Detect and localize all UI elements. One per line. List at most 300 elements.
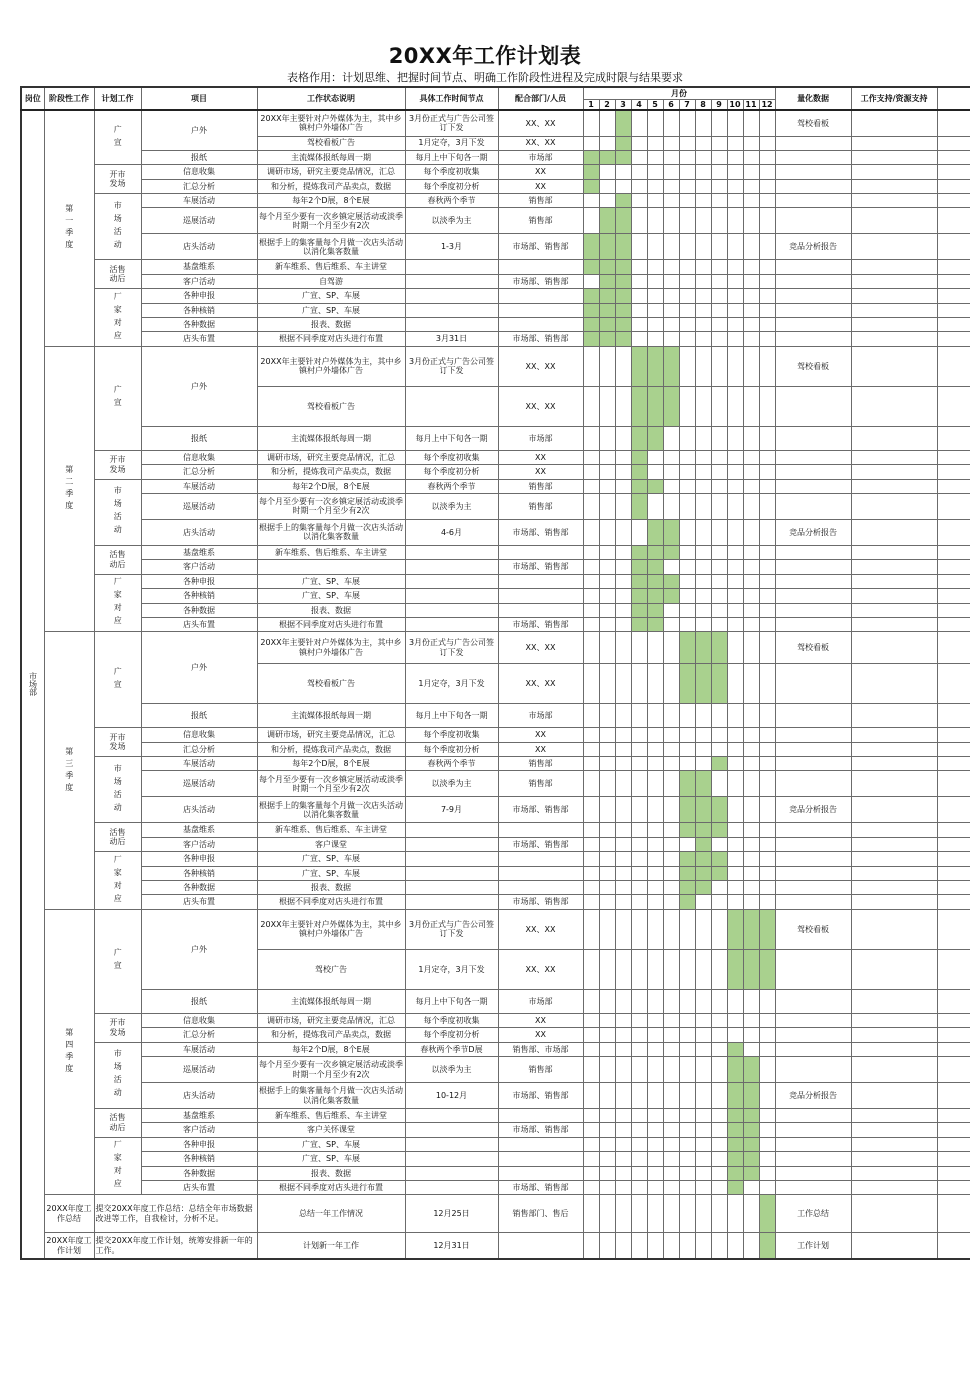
month-cell-9 (711, 465, 727, 479)
department-people-cell: 销售部 (498, 1057, 583, 1083)
month-cell-5 (647, 545, 663, 559)
month-cell-1 (583, 1233, 599, 1259)
month-cell-10 (727, 704, 743, 728)
quant-data-cell (775, 949, 851, 989)
blank-cell (937, 1152, 970, 1166)
month-cell-11 (743, 1137, 759, 1151)
department-people-cell (498, 823, 583, 837)
month-cell-10 (727, 728, 743, 742)
month-cell-10 (727, 519, 743, 545)
month-cell-7 (679, 303, 695, 317)
time-node-cell: 以淡季为主 (405, 1057, 498, 1083)
page-subtitle: 表格作用：计划思维、把握时间节点、明确工作阶段性进程及完成时限与结果要求 (287, 71, 683, 84)
time-node-cell: 春秋两个季节 (405, 194, 498, 208)
item-cell: 客户活动 (141, 1123, 257, 1137)
month-cell-2 (599, 110, 615, 136)
quant-data-cell (775, 1109, 851, 1123)
month-cell-12 (759, 1057, 775, 1083)
month-cell-8 (695, 1137, 711, 1151)
month-cell-3 (615, 1123, 631, 1137)
month-cell-4 (631, 318, 647, 332)
month-cell-10 (727, 545, 743, 559)
support-cell (851, 632, 937, 664)
month-cell-12 (759, 386, 775, 426)
description-cell: 主流媒体报纸每周一期 (257, 704, 405, 728)
month-cell-4 (631, 234, 647, 260)
month-cell-9 (711, 852, 727, 866)
month-cell-12 (759, 866, 775, 880)
description-cell: 驾校看板广告 (257, 664, 405, 704)
quarter-stage-cell: 第二季度 (44, 346, 94, 632)
month-cell-6 (663, 179, 679, 193)
summary-plan-cell: 提交20XX年度工作总结：总结全年市场数据改进等工作，自我检讨，分析不足。 (94, 1195, 257, 1233)
time-node-cell: 以淡季为主 (405, 771, 498, 797)
month-cell-9 (711, 274, 727, 288)
quant-data-cell (775, 303, 851, 317)
header-months: 月份 (583, 87, 775, 99)
blank-cell (937, 274, 970, 288)
blank-cell (937, 1137, 970, 1151)
time-node-cell: 每个季度初收集 (405, 450, 498, 464)
month-cell-5 (647, 949, 663, 989)
item-cell: 基盘维系 (141, 1109, 257, 1123)
month-cell-9 (711, 1057, 727, 1083)
department-people-cell: XX、XX (498, 136, 583, 150)
month-cell-11 (743, 704, 759, 728)
month-cell-5 (647, 1042, 663, 1056)
month-cell-6 (663, 545, 679, 559)
month-cell-1 (583, 465, 599, 479)
month-header-2: 2 (599, 99, 615, 110)
department-people-cell: XX、XX (498, 386, 583, 426)
month-cell-8 (695, 1233, 711, 1259)
month-cell-6 (663, 1057, 679, 1083)
item-cell: 客户活动 (141, 560, 257, 574)
month-cell-2 (599, 1057, 615, 1083)
month-cell-5 (647, 852, 663, 866)
month-cell-12 (759, 603, 775, 617)
month-cell-4 (631, 823, 647, 837)
month-cell-4 (631, 479, 647, 493)
month-cell-9 (711, 895, 727, 909)
support-cell (851, 479, 937, 493)
description-cell: 和分析，提炼我司产品卖点，数据 (257, 179, 405, 193)
month-cell-11 (743, 179, 759, 193)
month-cell-4 (631, 797, 647, 823)
month-cell-10 (727, 165, 743, 179)
support-cell (851, 771, 937, 797)
support-cell (851, 560, 937, 574)
department-people-cell: 市场部、销售部 (498, 1123, 583, 1137)
month-cell-1 (583, 895, 599, 909)
table-row (21, 1123, 970, 1137)
month-cell-12 (759, 664, 775, 704)
month-cell-2 (599, 1152, 615, 1166)
month-cell-7 (679, 519, 695, 545)
table-row (21, 110, 970, 136)
quant-data-cell: 竞品分析报告 (775, 519, 851, 545)
month-cell-8 (695, 560, 711, 574)
description-cell: 报表、数据 (257, 603, 405, 617)
month-cell-1 (583, 1195, 599, 1233)
description-cell: 根据不同季度对店头进行布置 (257, 895, 405, 909)
blank-cell (937, 332, 970, 346)
month-cell-1 (583, 1013, 599, 1027)
month-cell-6 (663, 632, 679, 664)
month-cell-10 (727, 493, 743, 519)
month-cell-6 (663, 234, 679, 260)
support-cell (851, 1195, 937, 1233)
support-cell (851, 465, 937, 479)
plan-group-cell: 广宣 (94, 909, 141, 1013)
item-cell: 各种核销 (141, 1152, 257, 1166)
month-cell-7 (679, 837, 695, 851)
quant-data-cell (775, 1123, 851, 1137)
quant-data-cell: 驾校看板 (775, 110, 851, 136)
month-cell-3 (615, 519, 631, 545)
quarter-stage-cell: 第三季度 (44, 632, 94, 910)
department-people-cell (498, 1109, 583, 1123)
month-cell-1 (583, 632, 599, 664)
month-cell-10 (727, 909, 743, 949)
month-cell-8 (695, 771, 711, 797)
plan-group-cell: 活售动后 (94, 545, 141, 574)
month-cell-11 (743, 949, 759, 989)
month-cell-3 (615, 318, 631, 332)
month-cell-1 (583, 1028, 599, 1042)
month-cell-12 (759, 728, 775, 742)
month-cell-2 (599, 909, 615, 949)
month-cell-7 (679, 589, 695, 603)
month-cell-9 (711, 179, 727, 193)
month-cell-9 (711, 303, 727, 317)
plan-group-cell: 开市发场 (94, 728, 141, 757)
table-row (21, 332, 970, 346)
month-cell-12 (759, 757, 775, 771)
month-cell-12 (759, 194, 775, 208)
month-cell-9 (711, 289, 727, 303)
month-cell-5 (647, 289, 663, 303)
month-cell-2 (599, 728, 615, 742)
quant-data-cell (775, 1057, 851, 1083)
month-cell-4 (631, 895, 647, 909)
month-cell-2 (599, 1180, 615, 1194)
table-row (21, 1137, 970, 1151)
month-cell-11 (743, 165, 759, 179)
description-cell: 20XX年主要针对户外媒体为主，其中乡镇村户外墙体广告 (257, 346, 405, 386)
quant-data-cell: 工作总结 (775, 1195, 851, 1233)
month-cell-10 (727, 208, 743, 234)
quant-data-cell (775, 852, 851, 866)
time-node-cell (405, 545, 498, 559)
month-cell-8 (695, 823, 711, 837)
month-cell-6 (663, 589, 679, 603)
item-cell: 户外 (141, 110, 257, 150)
month-cell-10 (727, 852, 743, 866)
month-cell-12 (759, 1152, 775, 1166)
department-people-cell (498, 260, 583, 274)
quant-data-cell (775, 617, 851, 631)
month-cell-2 (599, 895, 615, 909)
month-cell-3 (615, 332, 631, 346)
month-cell-5 (647, 110, 663, 136)
month-cell-1 (583, 194, 599, 208)
quant-data-cell (775, 289, 851, 303)
time-node-cell: 以淡季为主 (405, 208, 498, 234)
item-cell: 客户活动 (141, 274, 257, 288)
month-cell-11 (743, 603, 759, 617)
month-cell-2 (599, 866, 615, 880)
month-cell-6 (663, 450, 679, 464)
department-people-cell: 市场部 (498, 150, 583, 164)
month-cell-2 (599, 426, 615, 450)
description-cell: 报表、数据 (257, 318, 405, 332)
month-cell-2 (599, 1083, 615, 1109)
month-cell-9 (711, 110, 727, 136)
support-cell (851, 1180, 937, 1194)
month-cell-7 (679, 757, 695, 771)
month-cell-9 (711, 260, 727, 274)
support-cell (851, 664, 937, 704)
month-cell-9 (711, 664, 727, 704)
month-cell-10 (727, 1042, 743, 1056)
month-cell-2 (599, 704, 615, 728)
month-cell-8 (695, 545, 711, 559)
month-cell-8 (695, 704, 711, 728)
blank-cell (937, 1233, 970, 1259)
description-cell: 每年2个D展，8个E展 (257, 757, 405, 771)
month-cell-1 (583, 742, 599, 756)
month-cell-7 (679, 771, 695, 797)
month-cell-5 (647, 771, 663, 797)
month-cell-7 (679, 194, 695, 208)
month-cell-6 (663, 303, 679, 317)
quant-data-cell: 驾校看板 (775, 909, 851, 949)
item-cell: 各种申报 (141, 1137, 257, 1151)
blank-cell (937, 742, 970, 756)
month-cell-11 (743, 771, 759, 797)
blank-cell (937, 1109, 970, 1123)
support-cell (851, 837, 937, 851)
description-cell: 调研市场，研究主要竞品情况，汇总 (257, 450, 405, 464)
month-cell-6 (663, 208, 679, 234)
plan-group-cell: 市场活动 (94, 479, 141, 545)
month-cell-4 (631, 493, 647, 519)
month-cell-5 (647, 909, 663, 949)
month-cell-11 (743, 386, 759, 426)
month-cell-5 (647, 603, 663, 617)
month-cell-5 (647, 479, 663, 493)
month-cell-6 (663, 1137, 679, 1151)
month-cell-7 (679, 1057, 695, 1083)
page-title: 20XX年工作计划表 (388, 44, 582, 68)
blank-cell (937, 823, 970, 837)
month-cell-12 (759, 589, 775, 603)
table-row (21, 208, 970, 234)
month-cell-12 (759, 1028, 775, 1042)
month-cell-2 (599, 632, 615, 664)
support-cell (851, 234, 937, 260)
month-cell-8 (695, 949, 711, 989)
blank-cell (937, 1195, 970, 1233)
blank-cell (937, 165, 970, 179)
month-cell-10 (727, 617, 743, 631)
blank-cell (937, 386, 970, 426)
month-cell-10 (727, 274, 743, 288)
support-cell (851, 823, 937, 837)
table-row (21, 150, 970, 164)
month-cell-12 (759, 909, 775, 949)
blank-cell (937, 1028, 970, 1042)
month-cell-8 (695, 1109, 711, 1123)
month-cell-5 (647, 837, 663, 851)
month-cell-9 (711, 318, 727, 332)
month-cell-4 (631, 881, 647, 895)
month-cell-3 (615, 895, 631, 909)
month-cell-11 (743, 1195, 759, 1233)
month-cell-5 (647, 179, 663, 193)
item-cell: 店头活动 (141, 234, 257, 260)
blank-cell (937, 545, 970, 559)
item-cell: 各种核销 (141, 303, 257, 317)
month-cell-1 (583, 866, 599, 880)
description-cell: 每年2个D展，8个E展 (257, 1042, 405, 1056)
month-cell-1 (583, 332, 599, 346)
month-cell-7 (679, 165, 695, 179)
quant-data-cell (775, 742, 851, 756)
time-node-cell: 每个季度初分析 (405, 179, 498, 193)
month-cell-2 (599, 797, 615, 823)
month-cell-11 (743, 493, 759, 519)
month-cell-11 (743, 426, 759, 450)
month-cell-6 (663, 274, 679, 288)
month-cell-6 (663, 318, 679, 332)
month-cell-4 (631, 386, 647, 426)
month-cell-5 (647, 260, 663, 274)
item-cell: 信息收集 (141, 165, 257, 179)
month-cell-12 (759, 289, 775, 303)
month-cell-4 (631, 728, 647, 742)
blank-cell (937, 881, 970, 895)
description-cell: 主流媒体报纸每周一期 (257, 150, 405, 164)
support-cell (851, 346, 937, 386)
quant-data-cell (775, 1013, 851, 1027)
month-cell-9 (711, 617, 727, 631)
quarter-stage-cell: 第一季度 (44, 110, 94, 346)
support-cell (851, 332, 937, 346)
month-cell-11 (743, 1233, 759, 1259)
month-cell-6 (663, 771, 679, 797)
month-cell-10 (727, 989, 743, 1013)
department-people-cell: XX、XX (498, 949, 583, 989)
month-cell-6 (663, 895, 679, 909)
month-cell-3 (615, 823, 631, 837)
department-people-cell: XX、XX (498, 110, 583, 136)
month-cell-5 (647, 589, 663, 603)
month-cell-6 (663, 823, 679, 837)
plan-group-cell: 开市发场 (94, 1013, 141, 1042)
month-cell-3 (615, 1195, 631, 1233)
quant-data-cell (775, 823, 851, 837)
month-cell-2 (599, 1013, 615, 1027)
blank-cell (937, 1057, 970, 1083)
month-cell-7 (679, 1123, 695, 1137)
month-cell-8 (695, 318, 711, 332)
month-cell-10 (727, 110, 743, 136)
month-cell-3 (615, 260, 631, 274)
month-cell-7 (679, 617, 695, 631)
month-cell-1 (583, 274, 599, 288)
month-cell-11 (743, 318, 759, 332)
month-cell-2 (599, 1123, 615, 1137)
month-cell-2 (599, 346, 615, 386)
month-cell-7 (679, 632, 695, 664)
description-cell: 计划新一年工作 (257, 1233, 405, 1259)
month-cell-8 (695, 289, 711, 303)
month-cell-12 (759, 318, 775, 332)
description-cell: 广宣、SP、车展 (257, 1152, 405, 1166)
month-cell-8 (695, 260, 711, 274)
support-cell (851, 949, 937, 989)
month-cell-2 (599, 1233, 615, 1259)
month-cell-11 (743, 664, 759, 704)
month-cell-2 (599, 303, 615, 317)
month-cell-1 (583, 450, 599, 464)
month-cell-3 (615, 136, 631, 150)
month-cell-1 (583, 179, 599, 193)
table-row (21, 757, 970, 771)
item-cell: 车展活动 (141, 479, 257, 493)
description-cell: 根据手上的集客量每个月做一次店头活动以消化集客数量 (257, 797, 405, 823)
month-cell-3 (615, 1057, 631, 1083)
month-cell-1 (583, 1123, 599, 1137)
time-node-cell (405, 386, 498, 426)
department-people-cell: XX (498, 465, 583, 479)
month-cell-2 (599, 234, 615, 260)
time-node-cell: 春秋两个季节 (405, 757, 498, 771)
plan-group-cell: 开市发场 (94, 450, 141, 479)
month-cell-8 (695, 332, 711, 346)
month-cell-3 (615, 1013, 631, 1027)
month-cell-10 (727, 1180, 743, 1194)
department-people-cell: XX、XX (498, 909, 583, 949)
month-cell-1 (583, 603, 599, 617)
month-cell-1 (583, 493, 599, 519)
month-cell-12 (759, 426, 775, 450)
month-cell-9 (711, 479, 727, 493)
month-cell-10 (727, 289, 743, 303)
month-cell-2 (599, 1042, 615, 1056)
support-cell (851, 1042, 937, 1056)
month-cell-1 (583, 771, 599, 797)
item-cell: 车展活动 (141, 1042, 257, 1056)
quant-data-cell (775, 208, 851, 234)
quant-data-cell (775, 866, 851, 880)
month-cell-5 (647, 560, 663, 574)
support-cell (851, 450, 937, 464)
month-header-11: 11 (743, 99, 759, 110)
month-cell-4 (631, 771, 647, 797)
month-cell-6 (663, 519, 679, 545)
month-cell-5 (647, 617, 663, 631)
blank-cell (937, 493, 970, 519)
month-cell-10 (727, 479, 743, 493)
header-dept: 配合部门/人员 (498, 87, 583, 110)
month-cell-5 (647, 519, 663, 545)
month-cell-2 (599, 1028, 615, 1042)
month-cell-11 (743, 332, 759, 346)
month-cell-6 (663, 664, 679, 704)
